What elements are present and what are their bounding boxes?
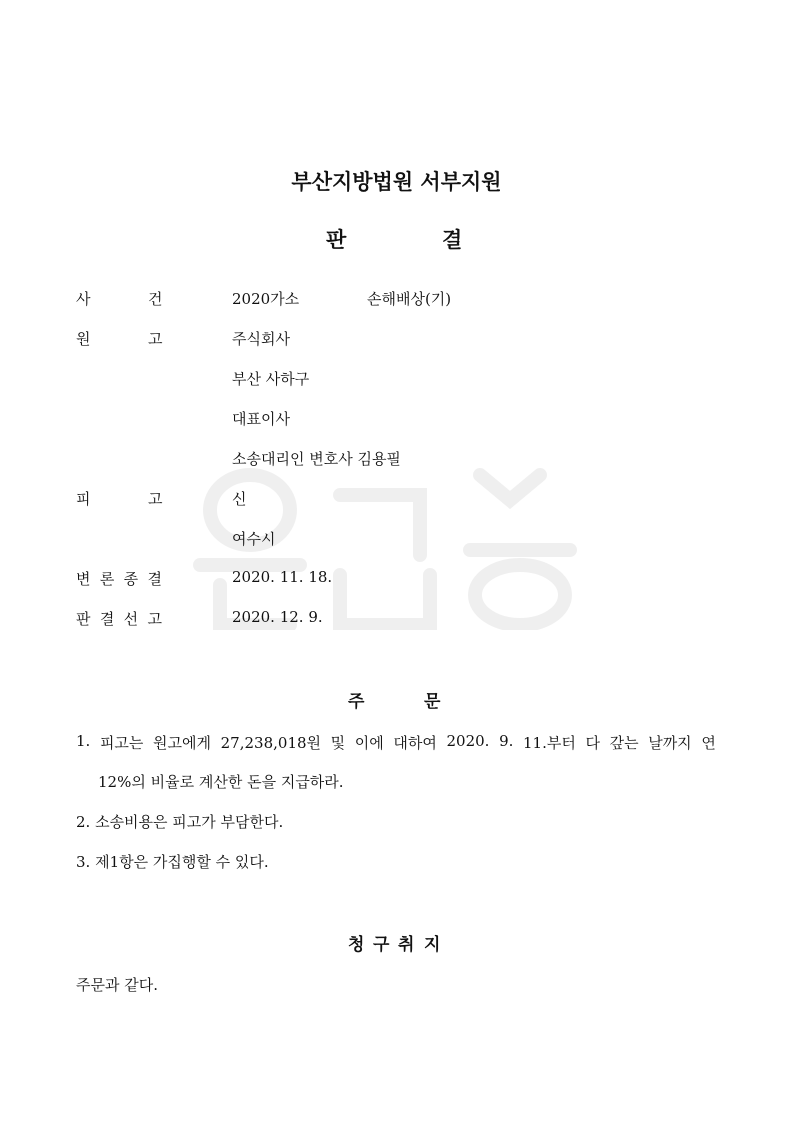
order-word: 이에 (354, 734, 384, 752)
defendant-row (0, 488, 793, 514)
plaintiff-row (0, 328, 793, 354)
order-word: 갚는 (609, 734, 639, 752)
claim-heading-char: 지 (424, 935, 441, 955)
document-title-char: 판 (326, 228, 347, 252)
order-word: 원고에게 (153, 734, 212, 752)
plaintiff-row (0, 408, 793, 434)
document-title (0, 224, 793, 254)
order-item-1 (76, 732, 716, 753)
order-word: 9. (499, 732, 514, 750)
case-number: 2020가소 (232, 290, 300, 308)
defendant-label-char: 피 (76, 490, 91, 508)
hearing-closed-label (76, 568, 162, 589)
plaintiff-label-char: 고 (148, 330, 163, 348)
label-char: 고 (147, 610, 162, 628)
order-word: 피고는 (99, 734, 144, 752)
order-item-1-continued: 12%의 비율로 계산한 돈을 지급하라. (98, 773, 344, 791)
defendant-label-char: 고 (148, 490, 163, 508)
order-word: 1. (76, 732, 91, 750)
plaintiff-row (0, 448, 793, 474)
order-word: 날까지 (648, 734, 692, 752)
plaintiff-line: 대표이사 (232, 410, 290, 428)
label-char: 론 (99, 570, 115, 588)
order-word: 11.부터 (523, 734, 576, 752)
judgment-date-row (0, 608, 793, 634)
order-heading-char: 문 (424, 692, 441, 712)
court-name: 부산지방법원 서부지원 (291, 170, 502, 194)
label-char: 종 (123, 570, 139, 588)
defendant-line: 여수시 (232, 530, 276, 548)
judgment-date-label (76, 608, 162, 629)
label-char: 결 (147, 570, 162, 588)
claim-text: 주문과 같다. (76, 976, 158, 994)
order-item-2: 2. 소송비용은 피고가 부담한다. (76, 813, 284, 831)
plaintiff-row (0, 368, 793, 394)
label-char: 결 (99, 610, 115, 628)
plaintiff-line: 부산 사하구 (232, 370, 310, 388)
hearing-closed-row (0, 568, 793, 594)
judgment-date: 2020. 12. 9. (232, 608, 323, 626)
order-heading-char: 주 (348, 692, 365, 712)
plaintiff-line: 소송대리인 변호사 김용필 (232, 450, 401, 468)
order-word: 27,238,018원 (220, 734, 322, 752)
claim-heading-char: 구 (373, 935, 390, 955)
label-char: 선 (123, 610, 139, 628)
claim-heading-char: 취 (398, 935, 415, 955)
plaintiff-label-char: 원 (76, 330, 91, 348)
order-word: 대하여 (393, 734, 437, 752)
claim-heading-char: 청 (348, 935, 365, 955)
defendant-line: 신 (232, 490, 247, 508)
document-title-char: 결 (442, 228, 463, 252)
claim-heading (0, 930, 793, 958)
label-char: 변 (76, 570, 91, 588)
order-word: 다 (585, 734, 600, 752)
case-label-char: 사 (76, 290, 91, 308)
defendant-row (0, 528, 793, 554)
order-heading (0, 687, 793, 715)
label-char: 판 (76, 610, 91, 628)
case-name: 손해배상(기) (367, 290, 452, 308)
hearing-closed-date: 2020. 11. 18. (232, 568, 333, 586)
case-label-char: 건 (148, 290, 163, 308)
order-word: 2020. (446, 732, 490, 750)
order-item-3: 3. 제1항은 가집행할 수 있다. (76, 853, 269, 871)
order-word: 및 (330, 734, 346, 752)
plaintiff-line: 주식회사 (232, 330, 290, 348)
case-row (0, 288, 793, 314)
order-word: 연 (701, 734, 716, 752)
